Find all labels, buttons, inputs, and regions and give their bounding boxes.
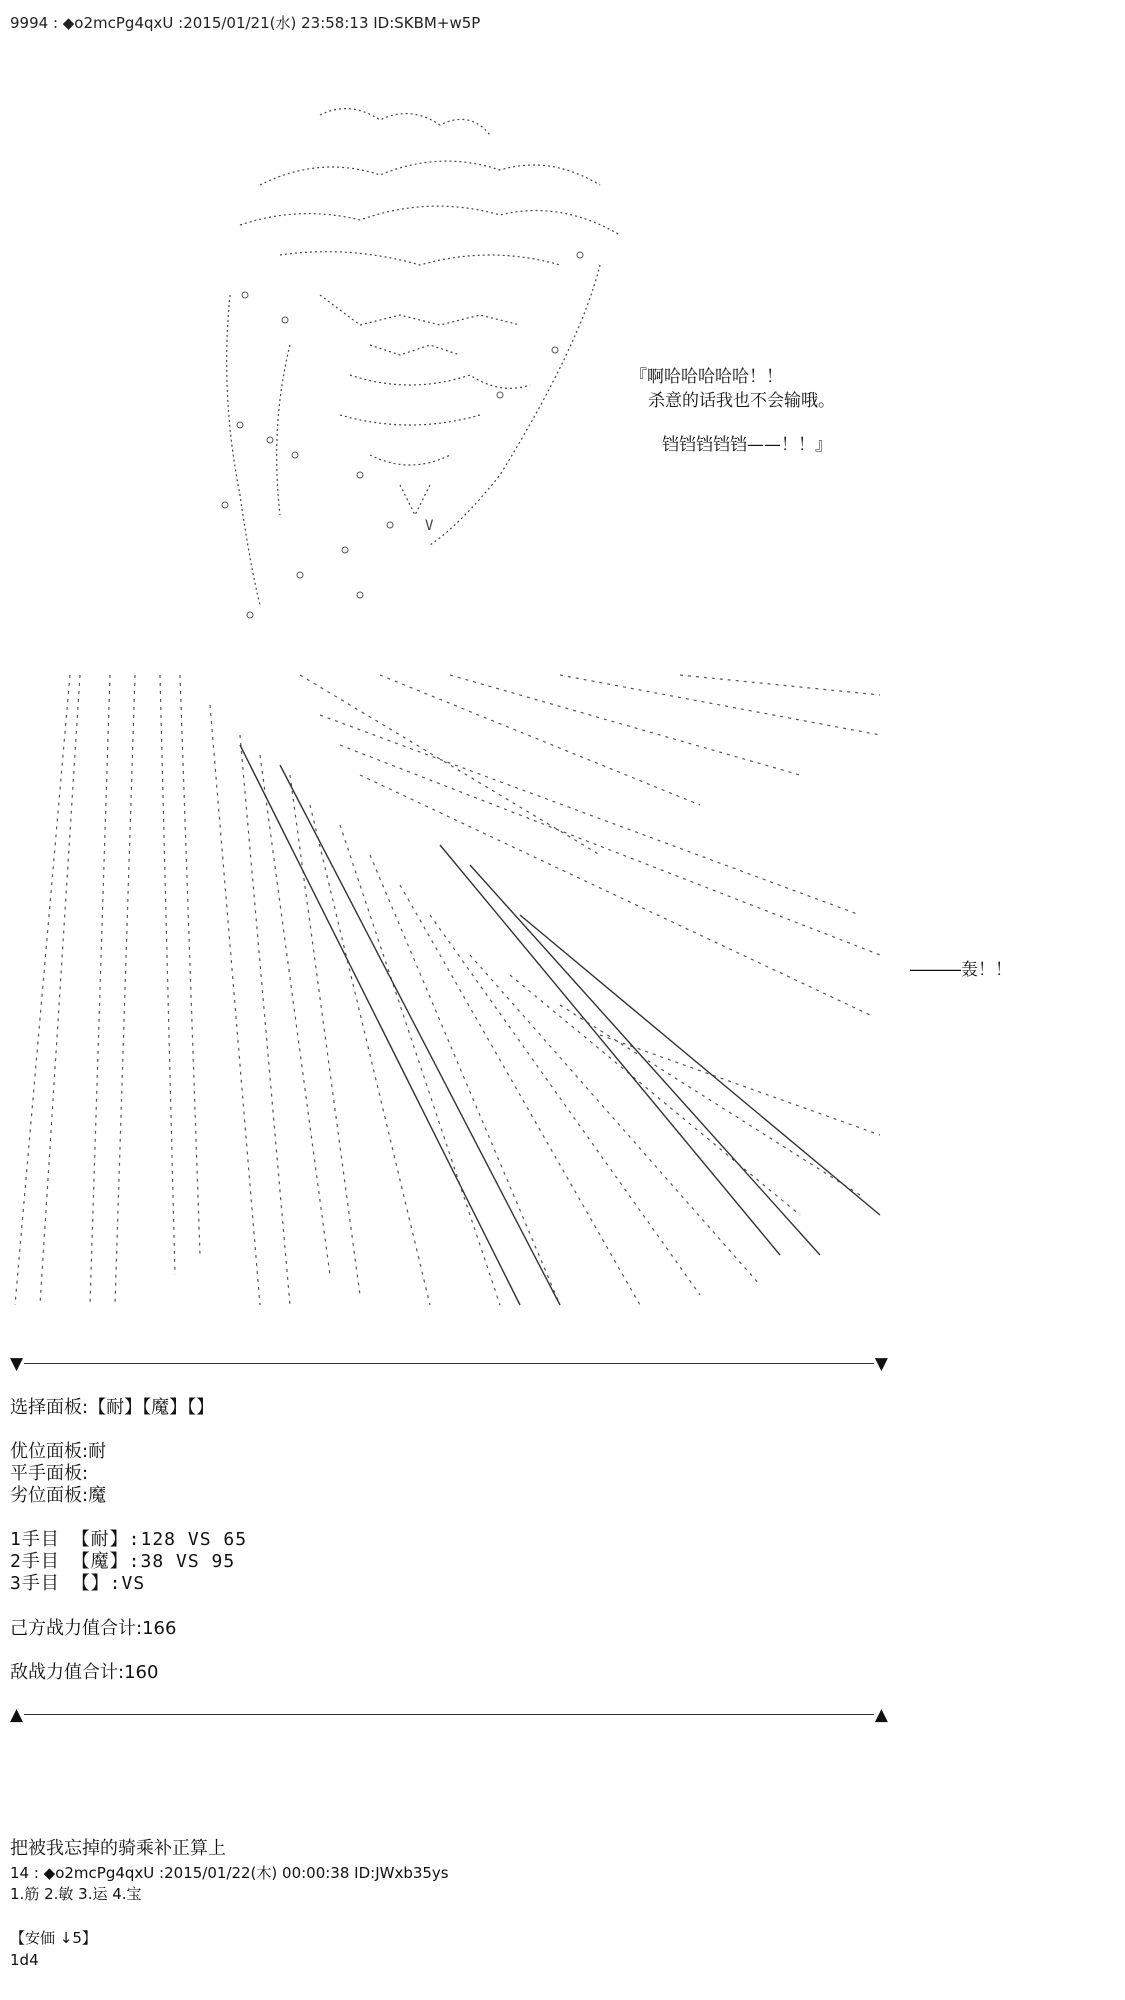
anka-label: 【安価 ↓5】 — [10, 1929, 97, 1947]
divider-line — [24, 1363, 874, 1364]
divider-line — [24, 1714, 874, 1715]
triangle-up-icon: ▲ — [874, 1705, 888, 1725]
triangle-down-icon: ▼ — [10, 1354, 24, 1374]
speech-line-3: 铛铛铛铛铛——！！』 — [662, 435, 832, 455]
post-header: 14 : ◆o2mcPg4qxU :2015/01/22(木) 00:00:38 ID:JWxb35ys — [10, 1864, 449, 1882]
speech-line-1: 『啊哈哈哈哈哈！！ — [630, 367, 783, 387]
even-panel: 平手面板: — [10, 1463, 89, 1484]
round-1: 1手目 【耐】:128 VS 65 — [10, 1529, 248, 1550]
dice-roll: 1d4 — [10, 1951, 39, 1969]
disadvantage-panel: 劣位面板:魔 — [10, 1485, 107, 1506]
post-header: 9994 : ◆o2mcPg4qxU :2015/01/21(水) 23:58:13 ID:SKBM+w5P — [10, 14, 481, 32]
top-divider — [10, 1355, 888, 1373]
speech-line-2: 杀意的话我也不会输哦。 — [648, 391, 835, 411]
own-total: 己方战力值合计:166 — [10, 1618, 177, 1639]
note-text: 把被我忘掉的骑乘补正算上 — [10, 1838, 226, 1859]
triangle-down-icon: ▼ — [874, 1354, 888, 1374]
round-2: 2手目 【魔】:38 VS 95 — [10, 1551, 236, 1572]
round-3: 3手目 【】:VS — [10, 1573, 146, 1594]
triangle-up-icon: ▲ — [10, 1705, 24, 1725]
svg-text:V: V — [425, 518, 434, 534]
options-line: 1.筋 2.敏 3.运 4.宝 — [10, 1885, 142, 1903]
enemy-total: 敌战力值合计:160 — [10, 1662, 159, 1683]
select-panel: 选择面板:【耐】【魔】【】 — [10, 1397, 215, 1418]
advantage-panel: 优位面板:耐 — [10, 1441, 107, 1462]
ascii-art-blast — [0, 655, 900, 1315]
bottom-divider — [10, 1706, 888, 1724]
ascii-art-character — [200, 95, 670, 635]
sound-effect: ―――轰！！ — [910, 960, 1012, 980]
